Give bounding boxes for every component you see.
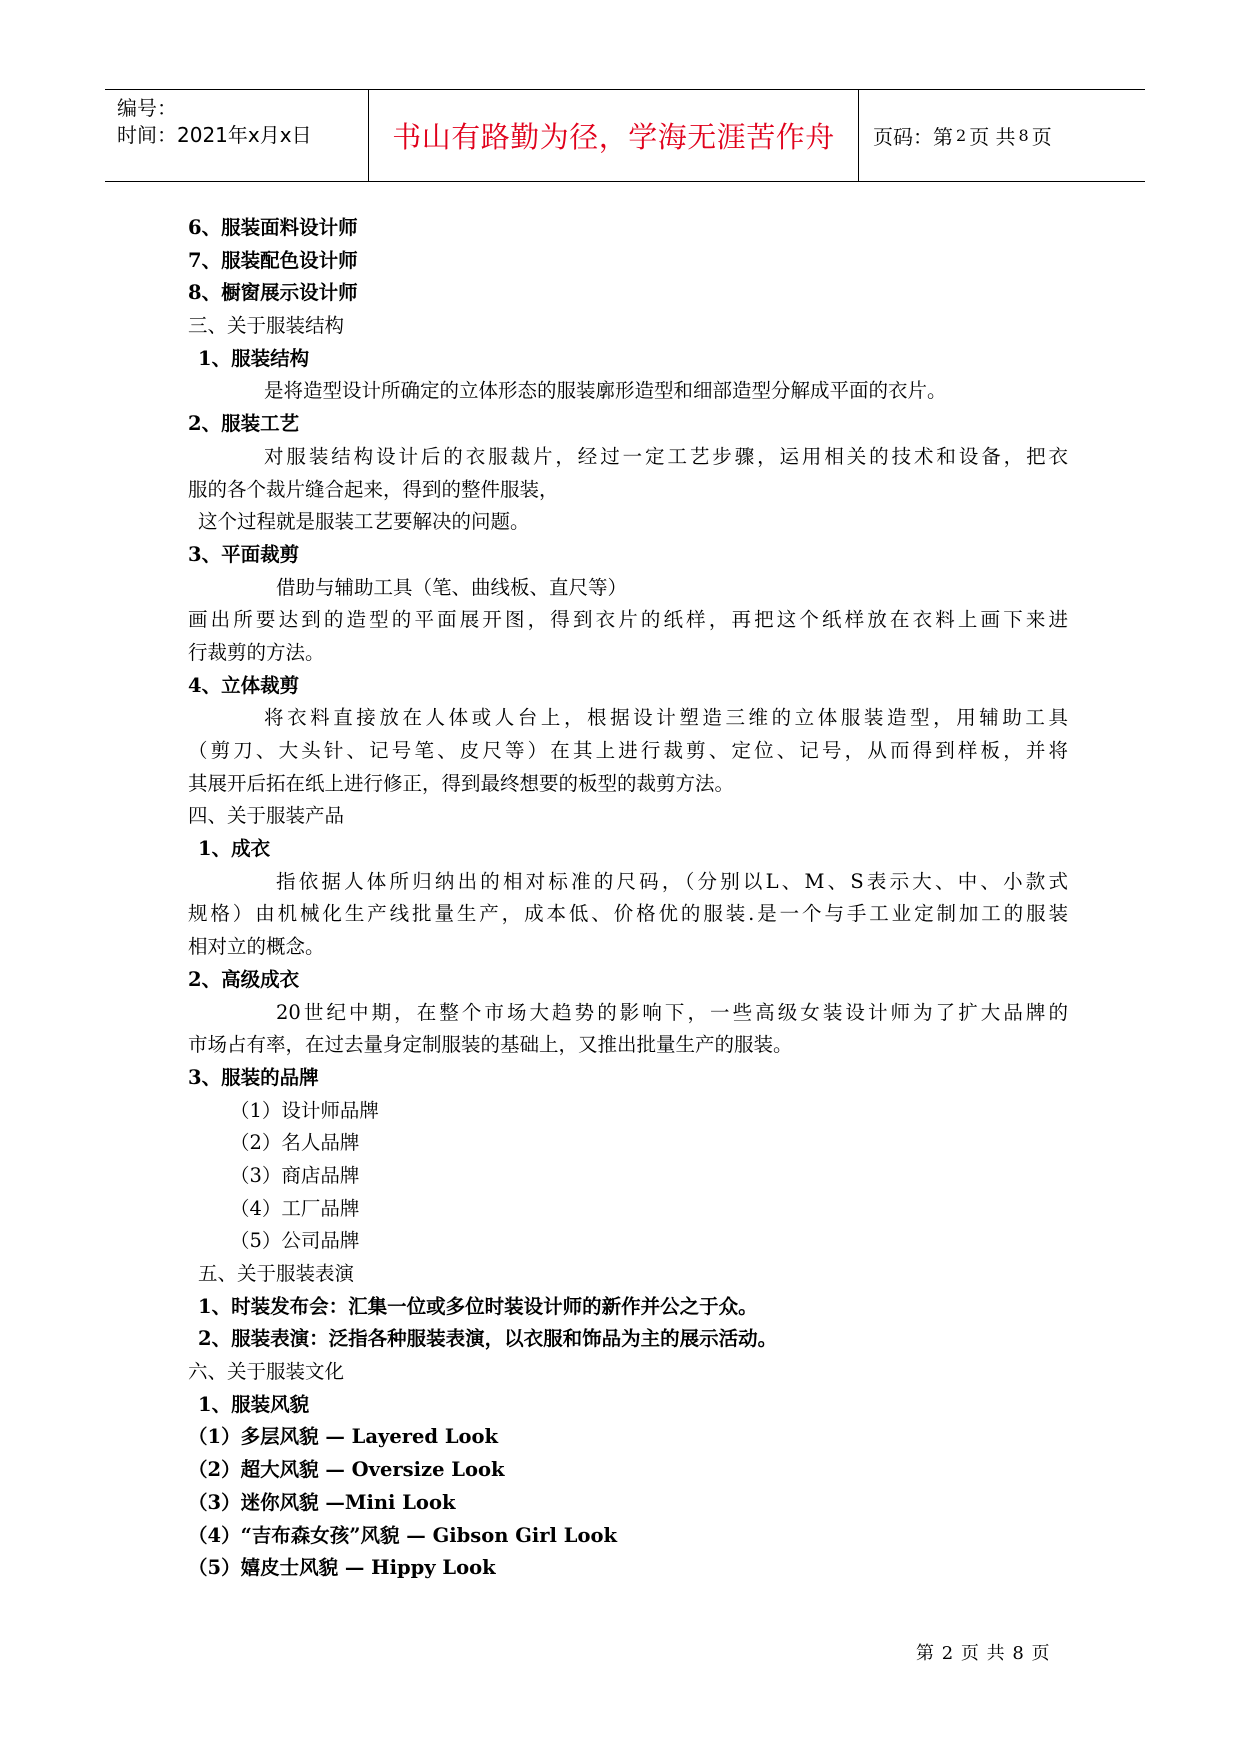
paragraph-line: 指依据人体所归纳出的相对标准的尺码，（分别以L、M、S表示大、中、小款式 [276,869,1068,893]
page-total: 8 [1018,126,1029,145]
page-number: 2 [956,126,967,145]
section-heading: 三、关于服装结构 [188,314,345,338]
subsection-heading: 3、平面裁剪 [188,542,300,566]
subsection-heading: 4、立体裁剪 [188,673,300,697]
list-item: （5）公司品牌 [230,1229,360,1253]
header-meta-cell [105,90,369,181]
list-item: （1）设计师品牌 [230,1098,379,1122]
paragraph-line: 相对立的概念。 [188,935,325,959]
list-item: （2）名人品牌 [230,1131,360,1155]
subsection-heading: 3、服装的品牌 [188,1065,319,1089]
subsection-heading: 2、高级成衣 [188,967,300,991]
subsection-heading: 1、服装风貌 [198,1392,310,1416]
list-item: （3）迷你风貌 —Mini Look [188,1490,456,1514]
document-header [105,89,1145,182]
page-mid: 页 共 [969,125,1016,149]
paragraph-line: 对服装结构设计后的衣服裁片，经过一定工艺步骤，运用相关的技术和设备，把衣 [264,444,1068,468]
list-item: 6、服装面料设计师 [188,216,358,239]
paragraph-line: 规格）由机械化生产线批量生产，成本低、价格优的服装.是一个与手工业定制加工的服装 [188,902,1068,926]
header-motto: 书山有路勤为径，学海无涯苦作舟 [369,90,859,181]
paragraph-line: 服的各个裁片缝合起来，得到的整件服装， [188,477,559,501]
section-heading: 四、关于服装产品 [188,804,345,828]
paragraph-line: 行裁剪的方法。 [188,640,325,664]
header-page-indicator [859,90,1145,181]
list-item: （5）嬉皮士风貌 — Hippy Look [188,1556,496,1580]
document-body [188,212,1068,1585]
list-item: 8、橱窗展示设计师 [188,281,358,305]
list-item: 7、服装配色设计师 [188,248,358,272]
paragraph-line: 是将造型设计所确定的立体形态的服装廓形造型和细部造型分解成平面的衣片。 [264,379,947,403]
list-item: （4）“吉布森女孩”风貌 — Gibson Girl Look [188,1523,617,1547]
paragraph-line: 将衣料直接放在人体或人台上，根据设计塑造三维的立体服装造型，用辅助工具 [264,706,1068,730]
paragraph-line: （剪刀、大头针、记号笔、皮尺等）在其上进行裁剪、定位、记号，从而得到样板，并将 [188,739,1068,762]
paragraph-line: 20世纪中期，在整个市场大趋势的影响下，一些高级女装设计师为了扩大品牌的 [276,1000,1068,1024]
list-item: （2）超大风貌 — Oversize Look [188,1458,505,1482]
section-heading: 六、关于服装文化 [188,1360,345,1384]
page-prefix: 页码：第 [873,125,953,149]
paragraph-line: 其展开后拓在纸上进行修正，得到最终想要的板型的裁剪方法。 [188,771,735,795]
page-suffix: 页 [1031,125,1052,149]
subsection-heading: 1、服装结构 [198,346,310,370]
list-item: （1）多层风貌 — Layered Look [188,1425,499,1449]
paragraph-line: 这个过程就是服装工艺要解决的问题。 [198,510,530,534]
list-item: （3）商店品牌 [230,1163,360,1187]
paragraph-line: 市场占有率，在过去量身定制服装的基础上，又推出批量生产的服装。 [188,1033,793,1057]
document-number-label: 编号： [117,96,177,120]
list-item: （4）工厂品牌 [230,1196,360,1220]
paragraph-line: 画出所要达到的造型的平面展开图，得到衣片的纸样，再把这个纸样放在衣料上画下来进 [188,608,1068,632]
paragraph-line: 借助与辅助工具（笔、曲线板、直尺等） [276,575,628,599]
subsection-heading: 2、服装工艺 [188,412,300,436]
subsection-heading: 1、成衣 [198,837,271,861]
page-footer: 第 2 页 共 8 页 [916,1643,1051,1664]
paragraph-line: 1、时装发布会：汇集一位或多位时装设计师的新作并公之于众。 [198,1294,758,1318]
section-heading: 五、关于服装表演 [198,1262,355,1285]
document-time-label: 时间：2021年x月x日 [117,123,312,147]
paragraph-line: 2、服装表演：泛指各种服装表演，以衣服和饰品为主的展示活动。 [198,1327,778,1351]
